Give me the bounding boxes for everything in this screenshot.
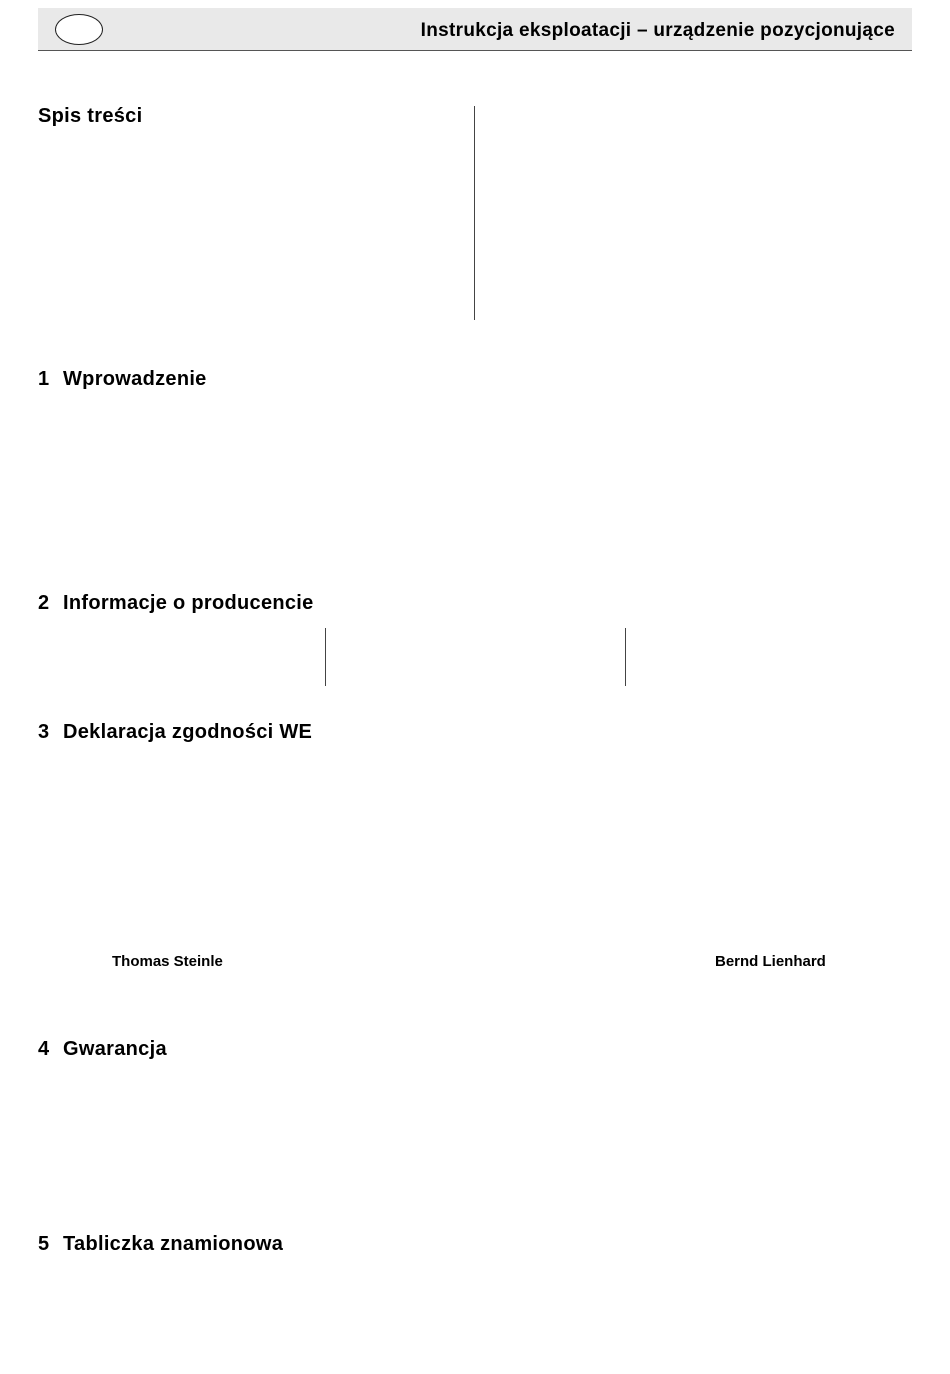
- section-number: 3: [38, 721, 50, 743]
- section-number: 4: [38, 1038, 50, 1060]
- section-title: Deklaracja zgodności WE: [63, 721, 313, 743]
- signer-left: Thomas Steinle: [112, 953, 223, 970]
- section-number: 2: [38, 592, 50, 614]
- section-heading-2: [38, 592, 314, 615]
- toc-title: Spis treści: [38, 105, 143, 127]
- section-number: 1: [38, 368, 50, 390]
- page-header: [38, 8, 912, 51]
- section-heading-3: [38, 721, 312, 744]
- section-title: Wprowadzenie: [63, 368, 207, 390]
- language-badge: [55, 14, 103, 45]
- toc-column-divider: [474, 106, 475, 320]
- signer-right: Bernd Lienhard: [715, 953, 826, 970]
- header-title: Instrukcja eksploatacji – urządzenie pozycjonujące: [420, 20, 895, 41]
- manufacturer-column-divider: [625, 628, 626, 686]
- section-title: Gwarancja: [63, 1038, 167, 1060]
- section-heading-1: [38, 368, 207, 391]
- manufacturer-column-divider: [325, 628, 326, 686]
- section-heading-4: [38, 1038, 167, 1061]
- section-number: 5: [38, 1233, 50, 1255]
- section-title: Tabliczka znamionowa: [63, 1233, 284, 1255]
- section-heading-5: [38, 1233, 283, 1256]
- section-title: Informacje o producencie: [63, 592, 314, 614]
